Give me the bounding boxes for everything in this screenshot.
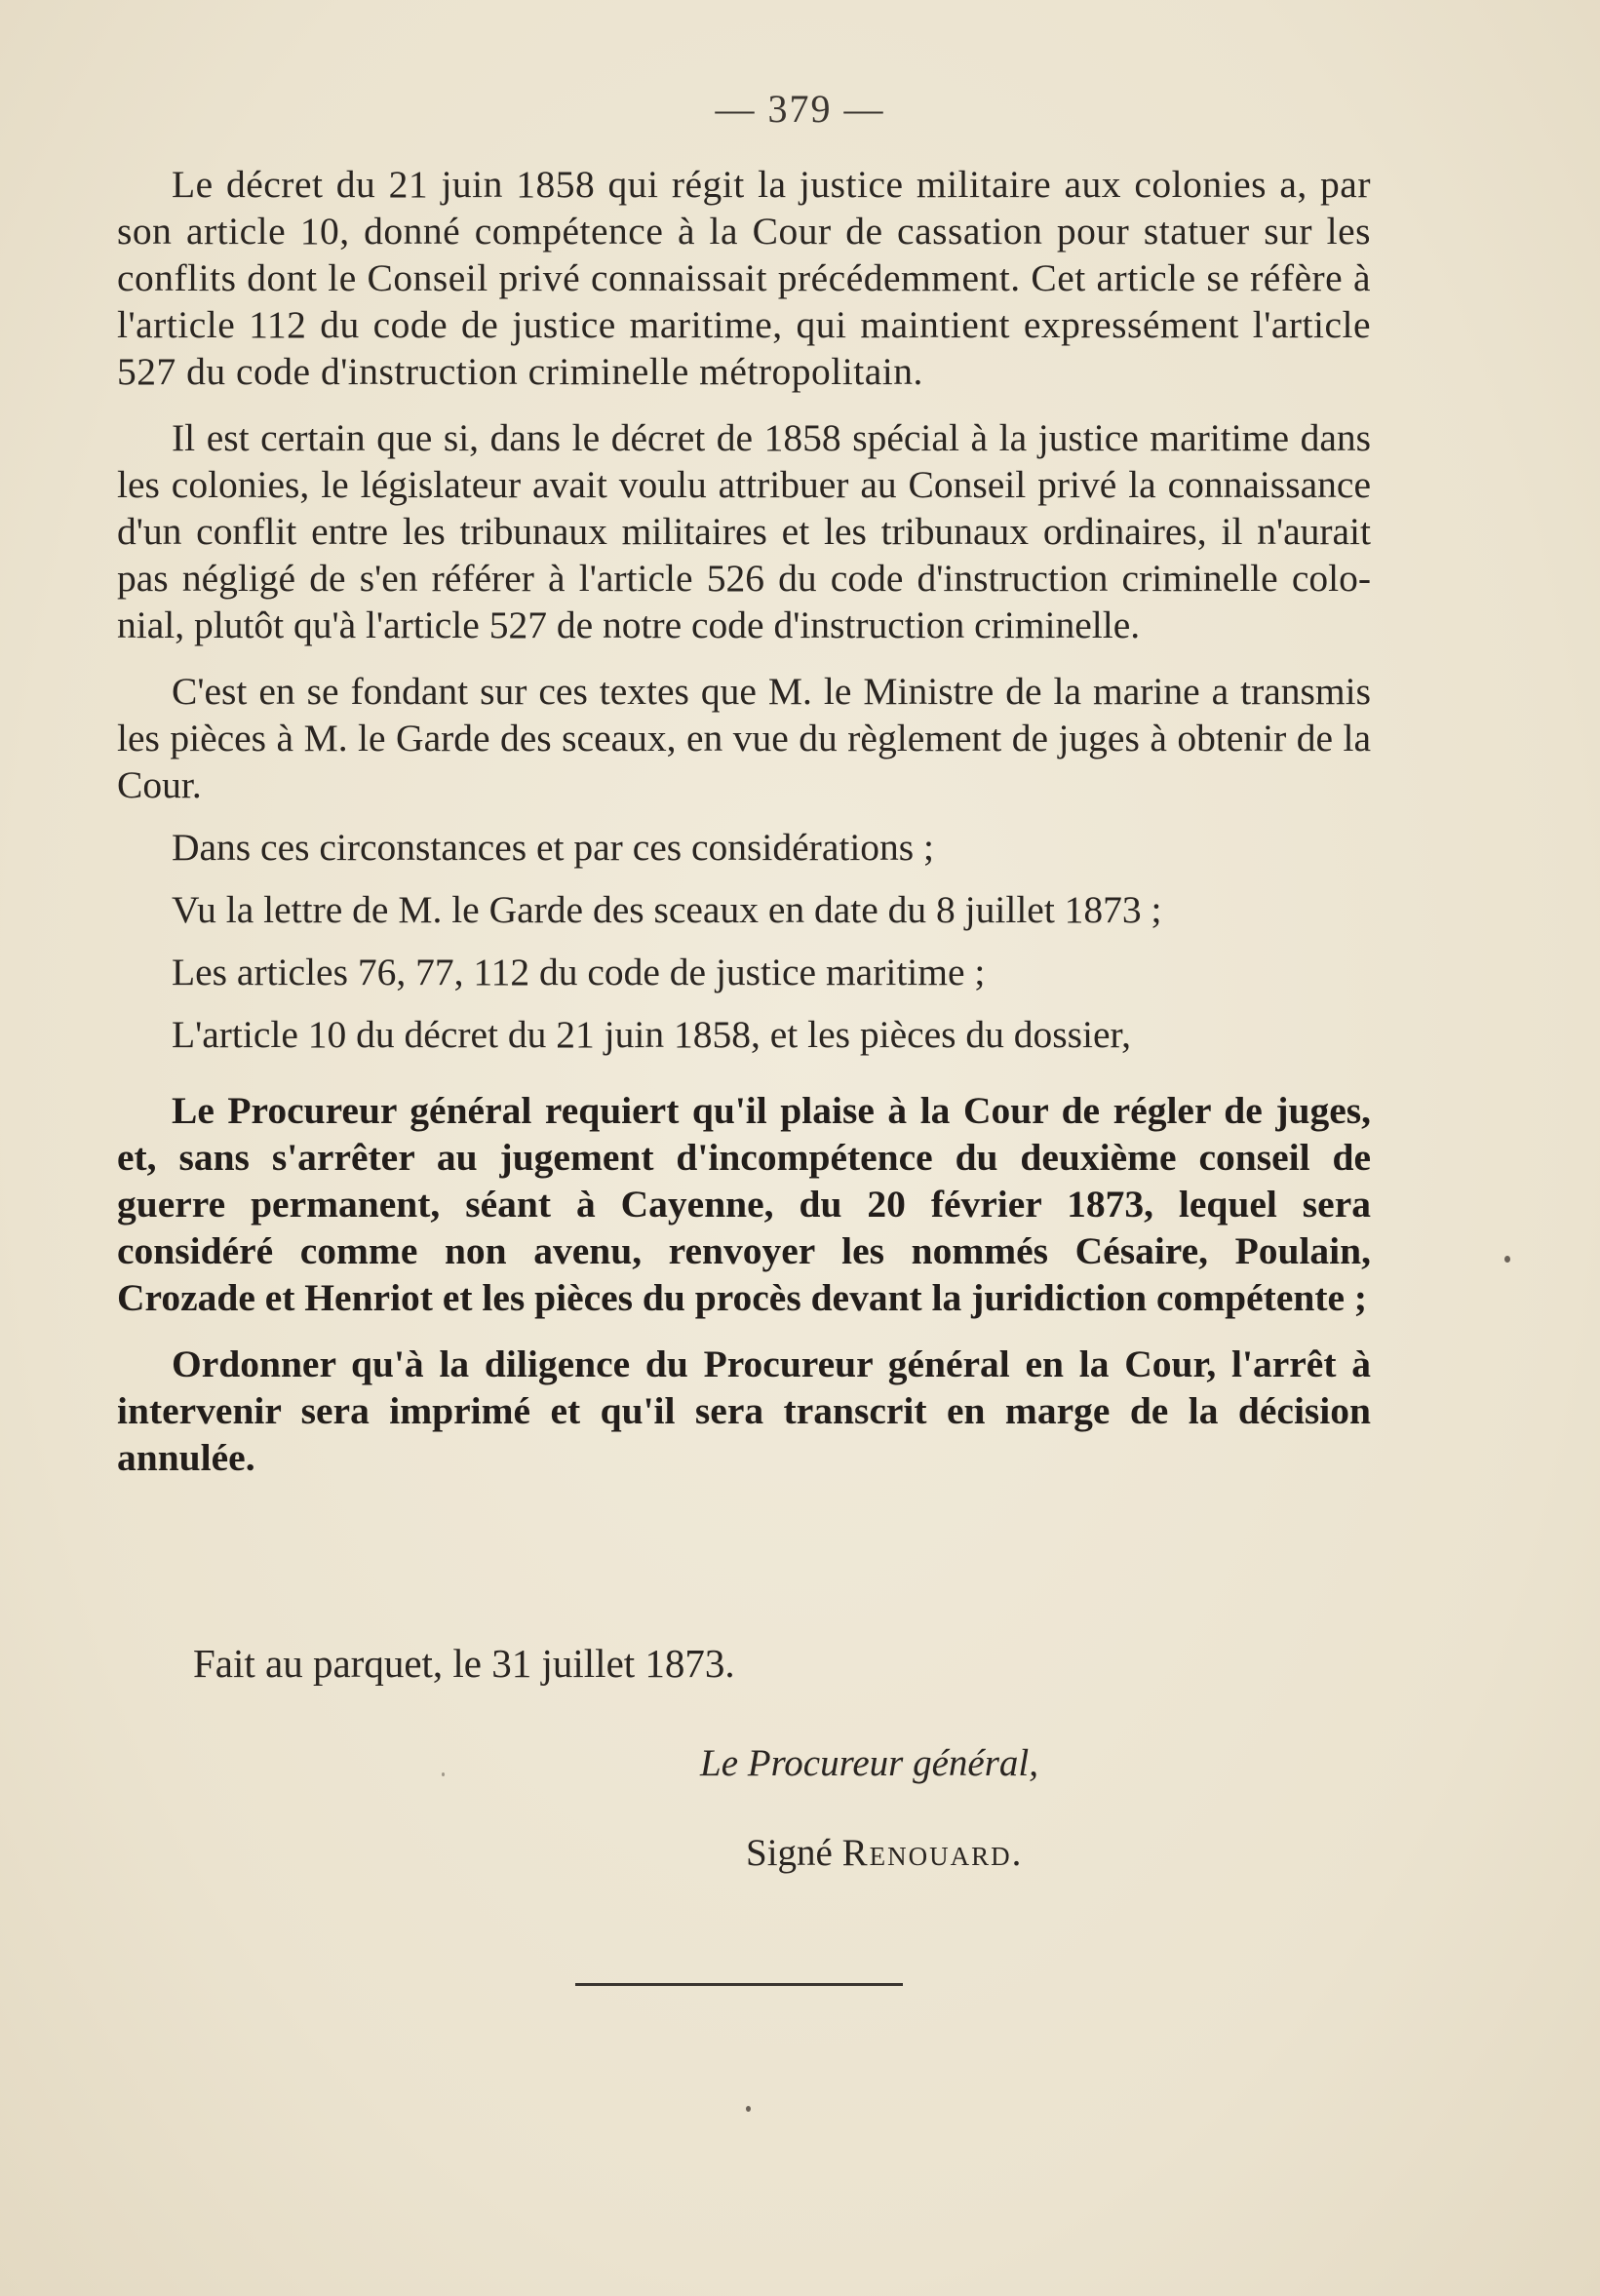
paragraph-legislator: Il est certain que si, dans le décret de 1858 spécial à la justice maritime dans les colonies, le législateur avait voulu attribuer au Conseil privé la connaissance d'un conflit entre les tribunaux militaires et les tribunaux ordinaires, il n'aurait pas négligé de s'en référer à l'article 526 du code d'instruction criminelle colonial, plutôt qu'à l'article 527 de notre code d'instruction criminelle.: [117, 416, 1371, 646]
signatory-name: Renouard.: [841, 1832, 1024, 1874]
paragraph-articles: Les articles 76, 77, 112 du code de justice maritime ;: [172, 951, 986, 993]
paragraph-order: Ordonner qu'à la diligence du Procureur général en la Cour, l'arrêt à intervenir sera imprimé et qu'il sera transcrit en marge de la décision annulée.: [117, 1343, 1371, 1479]
paragraph-minister: C'est en se fondant sur ces textes que M. le Ministre de la marine a transmis les pièces à M. le Garde des sceaux, en vue du règlement de juges à obtenir de la Cour.: [117, 670, 1371, 806]
print-speck: [1504, 1256, 1510, 1263]
print-speck: [746, 2106, 751, 2112]
print-speck: [442, 1772, 445, 1776]
closing-line: Fait au parquet, le 31 juillet 1873.: [193, 1641, 735, 1686]
paragraph-article-10: L'article 10 du décret du 21 juin 1858, et les pièces du dossier,: [172, 1013, 1131, 1056]
paragraph-considerations: Dans ces circonstances et par ces considérations ;: [172, 826, 935, 869]
signature-line: [746, 1831, 1023, 1875]
signature-title: Le Procureur général,: [700, 1742, 1038, 1784]
page-number: — 379 —: [715, 87, 885, 131]
paragraph-letter: Vu la lettre de M. le Garde des sceaux en date du 8 juillet 1873 ;: [172, 888, 1162, 931]
closing-rule-divider: [575, 1983, 903, 1986]
paragraph-requisition: Le Procureur général requiert qu'il plaise à la Cour de régler de juges, et, sans s'arrêter au jugement d'incompétence du deuxième conseil de guerre permanent, séant à Cayenne, du 20 février 1873, lequel sera considéré comme non avenu, renvoyer les nommés Césaire, Poulain, Crozade et Henriot et les pièces du procès devant la juridiction compétente ;: [117, 1089, 1371, 1319]
body-text: [117, 161, 1371, 1481]
signed-label: Signé: [746, 1832, 833, 1874]
paragraph-decree: Le décret du 21 juin 1858 qui régit la justice militaire aux colonies a, par son article 10, donné compétence à la Cour de cassation pour statuer sur les conflits dont le Conseil privé connaissait précédemment. Cet article se réfère à l'article 112 du code de justice maritime, qui maintient expressément l'article 527 du code d'instruction criminelle métropolitain.: [117, 163, 1371, 393]
